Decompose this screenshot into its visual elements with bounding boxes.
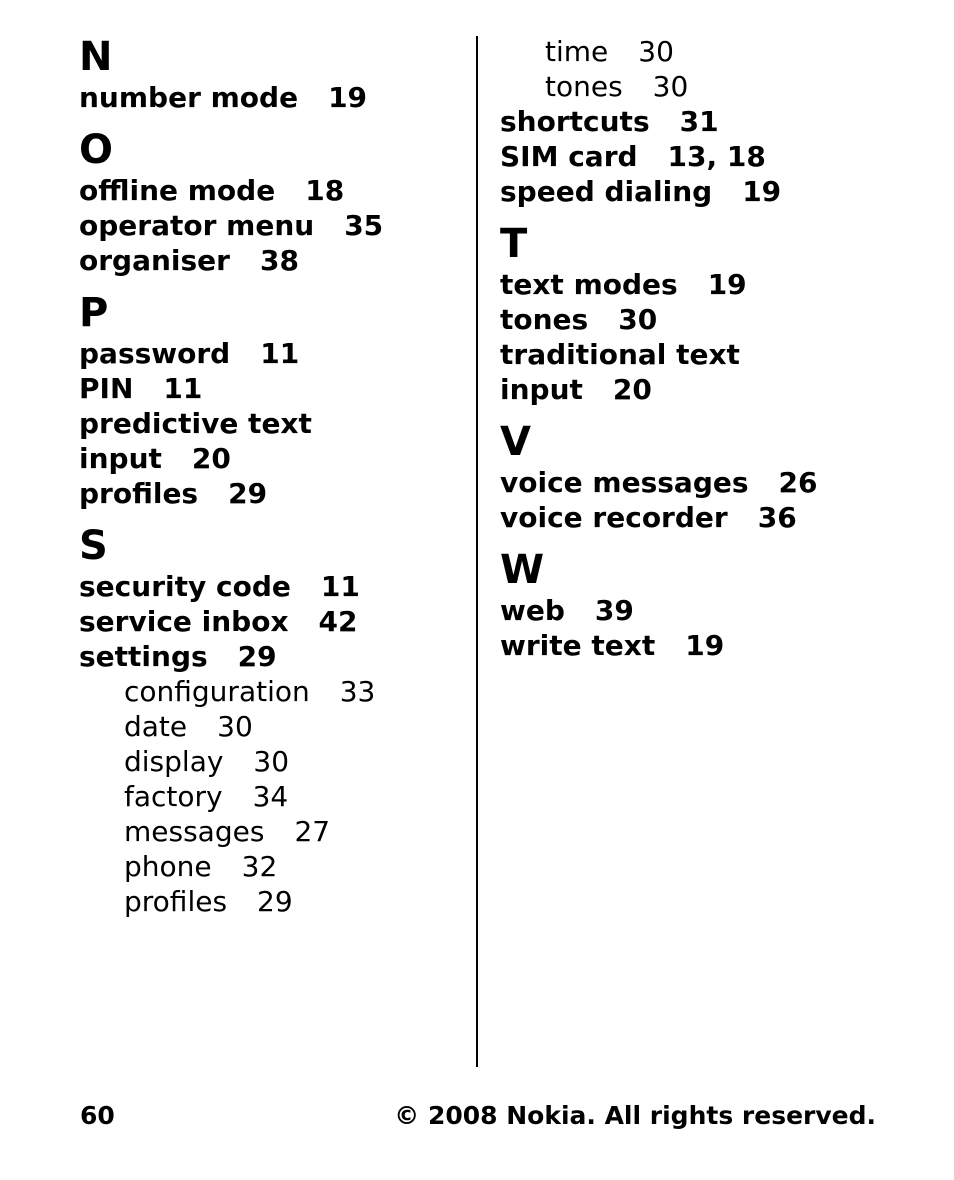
index-entry bbox=[79, 173, 469, 208]
section-letter: W bbox=[500, 547, 545, 593]
index-entry bbox=[79, 336, 469, 371]
index-entry bbox=[79, 476, 469, 511]
index-entry bbox=[79, 208, 469, 243]
subentry-term: date bbox=[124, 710, 188, 743]
entry-term: shortcuts bbox=[500, 105, 650, 138]
entry-term: number mode bbox=[79, 81, 299, 114]
index-subentry bbox=[500, 34, 940, 69]
entry-term: voice messages bbox=[500, 466, 749, 499]
index-entry bbox=[500, 174, 940, 209]
entry-page: 19 bbox=[685, 629, 725, 662]
entry-page: 20 bbox=[191, 442, 231, 475]
entry-term: organiser bbox=[79, 244, 230, 277]
entry-page: 11 bbox=[320, 570, 360, 603]
index-entry bbox=[500, 593, 940, 628]
subentry-page: 34 bbox=[252, 780, 289, 813]
section-letter: V bbox=[500, 419, 531, 465]
entry-term: service inbox bbox=[79, 605, 289, 638]
subentry-term: factory bbox=[124, 780, 223, 813]
entry-page: 19 bbox=[707, 268, 747, 301]
footer-copyright: © 2008 Nokia. All rights reserved. bbox=[394, 1101, 876, 1130]
entry-term: profiles bbox=[79, 477, 199, 510]
entry-page: 29 bbox=[237, 640, 277, 673]
subentry-page: 29 bbox=[257, 885, 293, 918]
subentry-page: 30 bbox=[638, 35, 674, 68]
entry-term-line2: input bbox=[500, 373, 583, 406]
entry-term: web bbox=[500, 594, 565, 627]
index-subentry bbox=[79, 814, 469, 849]
index-entry bbox=[79, 80, 469, 115]
index-section-o bbox=[79, 127, 469, 278]
index-entry bbox=[79, 569, 469, 604]
index-entry-continued bbox=[79, 441, 469, 476]
index-subentry bbox=[79, 779, 469, 814]
entry-term-line1: predictive text bbox=[79, 407, 312, 440]
entry-page: 31 bbox=[679, 105, 719, 138]
index-entry bbox=[500, 628, 940, 663]
subentry-page: 30 bbox=[253, 745, 290, 778]
index-subentry bbox=[79, 674, 469, 709]
index-entry bbox=[79, 371, 469, 406]
index-section-s bbox=[79, 523, 469, 919]
index-subentry bbox=[79, 709, 469, 744]
subentry-page: 32 bbox=[241, 850, 278, 883]
index-subentry bbox=[500, 69, 940, 104]
entry-term: security code bbox=[79, 570, 291, 603]
entry-page: 29 bbox=[228, 477, 268, 510]
index-column-left bbox=[79, 34, 469, 919]
index-section-s-continued bbox=[500, 34, 940, 209]
section-letter: S bbox=[79, 523, 108, 569]
entry-page: 13, 18 bbox=[667, 140, 766, 173]
subentry-term: phone bbox=[124, 850, 212, 883]
entry-page: 11 bbox=[163, 372, 203, 405]
entry-page: 18 bbox=[305, 174, 345, 207]
index-entry bbox=[79, 243, 469, 278]
index-subentry bbox=[79, 744, 469, 779]
subentry-page: 33 bbox=[339, 675, 376, 708]
column-divider bbox=[476, 36, 478, 1067]
index-section-p bbox=[79, 290, 469, 511]
index-entry bbox=[500, 337, 940, 372]
index-entry bbox=[79, 604, 469, 639]
index-entry bbox=[500, 465, 940, 500]
subentry-term: messages bbox=[124, 815, 265, 848]
section-letter: P bbox=[79, 290, 109, 336]
index-column-right bbox=[500, 34, 940, 663]
entry-page: 19 bbox=[742, 175, 782, 208]
index-entry bbox=[500, 302, 940, 337]
index-entry bbox=[79, 639, 469, 674]
index-entry-continued bbox=[500, 372, 940, 407]
index-section-w bbox=[500, 547, 940, 663]
entry-page: 35 bbox=[344, 209, 384, 242]
index-subentry bbox=[79, 884, 469, 919]
section-letter: O bbox=[79, 127, 114, 173]
section-letter: N bbox=[79, 34, 113, 80]
subentry-term: time bbox=[545, 35, 609, 68]
subentry-term: profiles bbox=[124, 885, 228, 918]
entry-term: speed dialing bbox=[500, 175, 713, 208]
entry-page: 30 bbox=[618, 303, 658, 336]
entry-term: operator menu bbox=[79, 209, 315, 242]
footer-page-number: 60 bbox=[80, 1101, 115, 1130]
subentry-page: 30 bbox=[652, 70, 689, 103]
entry-term: settings bbox=[79, 640, 208, 673]
index-entry bbox=[500, 139, 940, 174]
entry-page: 11 bbox=[260, 337, 300, 370]
entry-term: offline mode bbox=[79, 174, 276, 207]
entry-page: 38 bbox=[259, 244, 299, 277]
entry-page: 20 bbox=[612, 373, 652, 406]
entry-term: voice recorder bbox=[500, 501, 728, 534]
subentry-page: 27 bbox=[294, 815, 331, 848]
index-entry bbox=[500, 267, 940, 302]
entry-term: SIM card bbox=[500, 140, 638, 173]
entry-term: text modes bbox=[500, 268, 678, 301]
index-section-v bbox=[500, 419, 940, 535]
section-letter: T bbox=[500, 221, 528, 267]
entry-term: write text bbox=[500, 629, 656, 662]
entry-page: 39 bbox=[594, 594, 634, 627]
subentry-page: 30 bbox=[217, 710, 253, 743]
index-entry bbox=[79, 406, 469, 441]
entry-term-line2: input bbox=[79, 442, 162, 475]
entry-page: 26 bbox=[778, 466, 818, 499]
entry-page: 42 bbox=[318, 605, 358, 638]
subentry-term: display bbox=[124, 745, 224, 778]
index-entry bbox=[500, 500, 940, 535]
index-entry bbox=[500, 104, 940, 139]
index-subentry bbox=[79, 849, 469, 884]
subentry-term: configuration bbox=[124, 675, 310, 708]
subentry-term: tones bbox=[545, 70, 623, 103]
index-section-t bbox=[500, 221, 940, 407]
entry-term: password bbox=[79, 337, 231, 370]
entry-term: PIN bbox=[79, 372, 134, 405]
entry-page: 36 bbox=[757, 501, 797, 534]
index-section-n bbox=[79, 34, 469, 115]
entry-term: tones bbox=[500, 303, 589, 336]
entry-page: 19 bbox=[328, 81, 368, 114]
entry-term-line1: traditional text bbox=[500, 338, 740, 371]
